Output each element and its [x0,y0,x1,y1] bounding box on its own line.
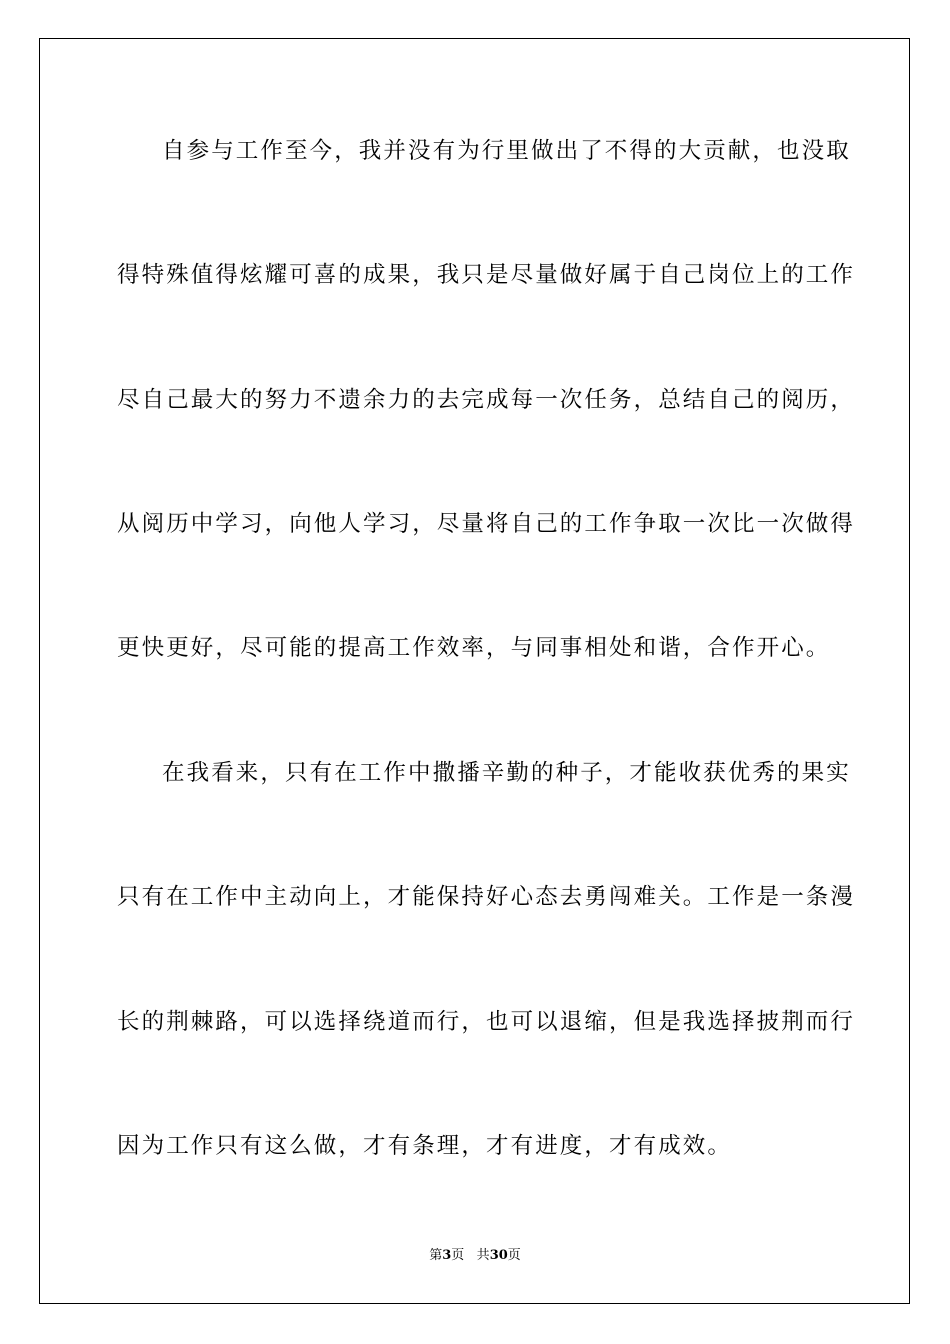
total-label-prefix: 共 [476,1248,490,1263]
page-label-suffix: 页 [451,1248,465,1263]
paragraph-2-line-3: 长的荆棘路，可以选择绕道而行，也可以退缩，但是我选择披荆而行 [117,1009,856,1035]
page-label-prefix: 第 [429,1248,443,1263]
paragraph-2-line-4: 因为工作只有这么做，才有条理，才有进度，才有成效。 [117,1133,733,1159]
page-border [39,38,910,1304]
page-total: 30 [489,1248,508,1263]
paragraph-2-line-2: 只有在工作中主动向上，才能保持好心态去勇闯难关。工作是一条漫 [117,884,856,910]
page-number: 3 [442,1248,452,1263]
paragraph-2-line-1: 在我看来，只有在工作中撒播辛勤的种子，才能收获优秀的果实 [162,760,851,786]
paragraph-1-line-3: 尽自己最大的努力不遗余力的去完成每一次任务，总结自己的阅历， [117,387,856,413]
page-footer [0,1247,950,1265]
paragraph-1-line-4: 从阅历中学习，向他人学习，尽量将自己的工作争取一次比一次做得 [117,511,856,537]
total-label-suffix: 页 [507,1248,521,1263]
paragraph-1-line-1: 自参与工作至今，我并没有为行里做出了不得的大贡献，也没取 [162,138,851,164]
paragraph-1-line-5: 更快更好，尽可能的提高工作效率，与同事相处和谐，合作开心。 [117,635,831,661]
paragraph-1-line-2: 得特殊值得炫耀可喜的成果，我只是尽量做好属于自己岗位上的工作 [117,262,856,288]
